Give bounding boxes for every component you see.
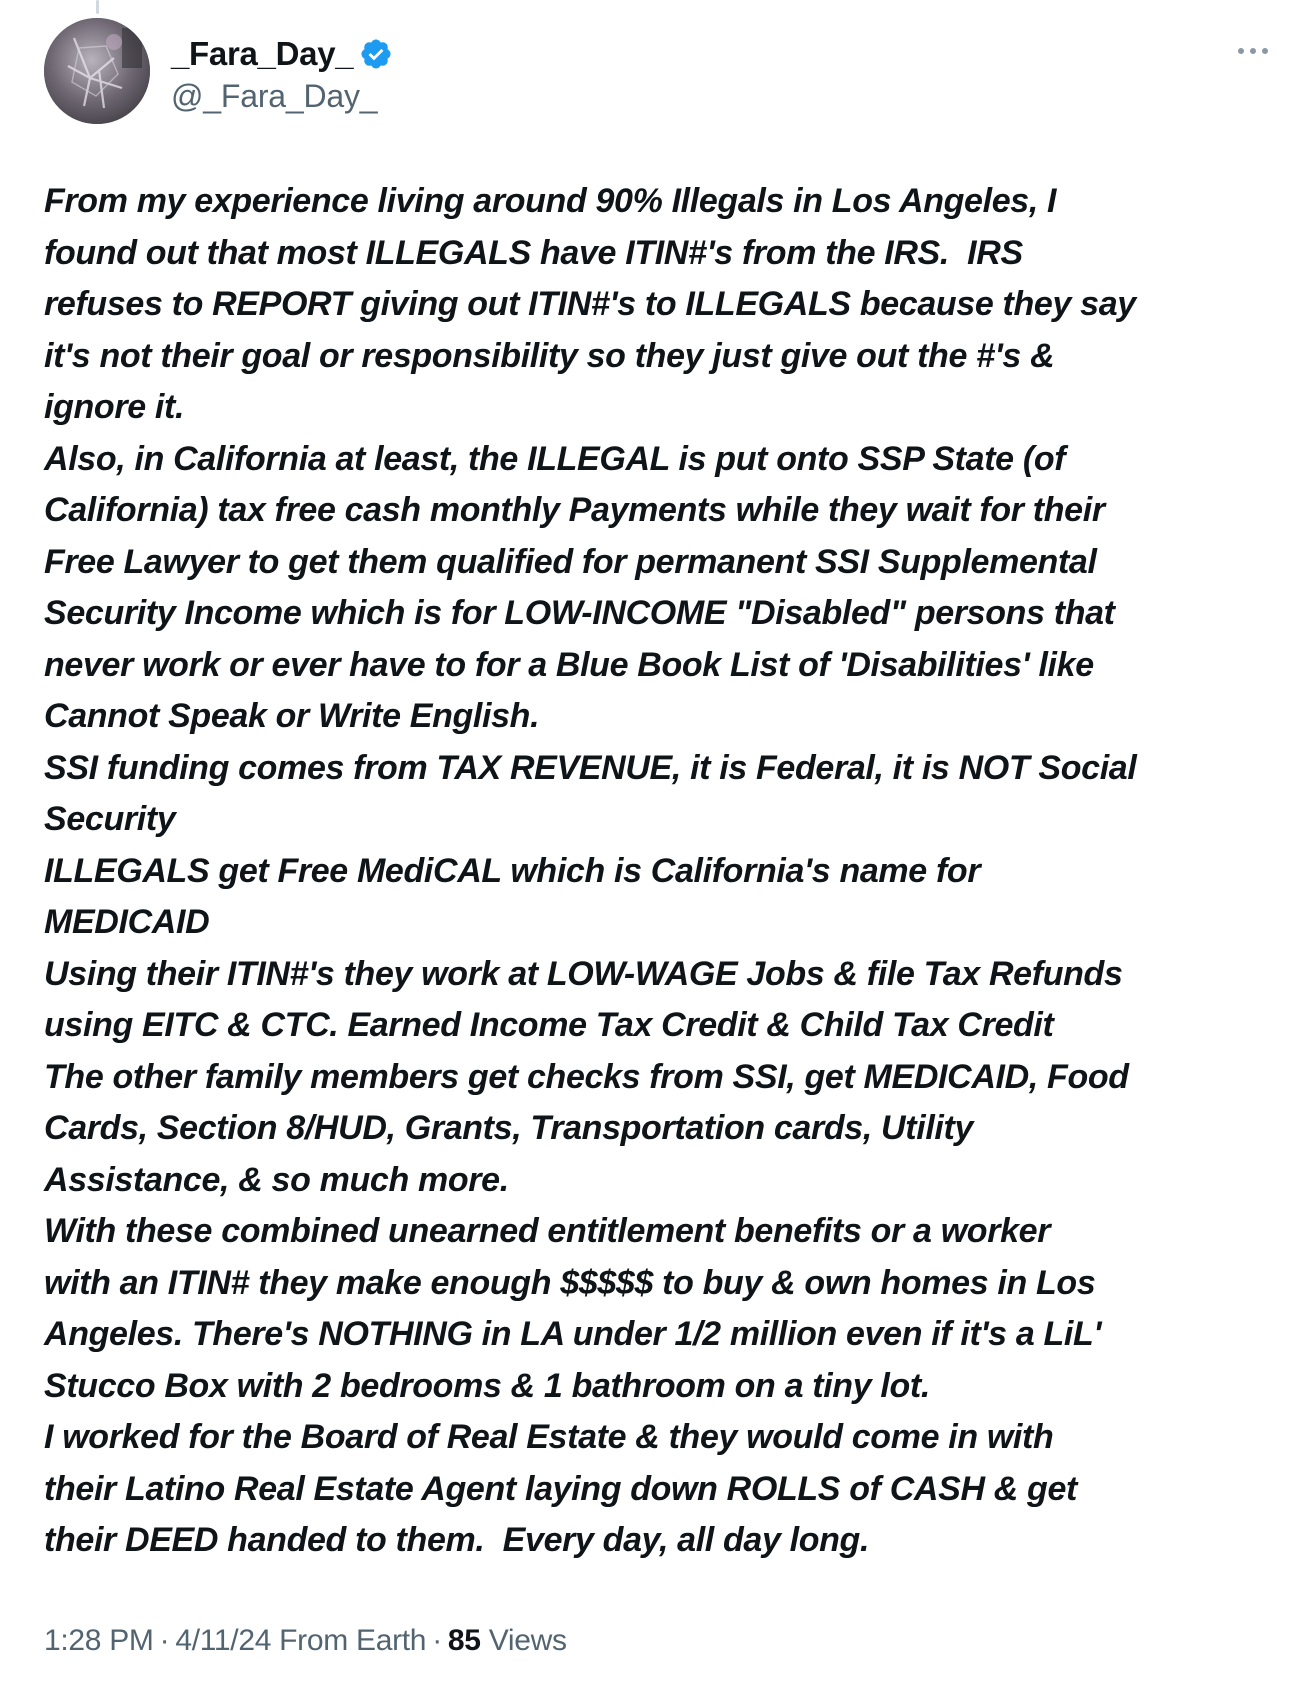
post-text-line: found out that most ILLEGALS have ITIN#'s from the IRS. IRS xyxy=(44,233,1023,272)
post-text-line: MEDICAID xyxy=(44,903,210,941)
post-text-line: Free Lawyer to get them qualified for permanent SSI Supplemental xyxy=(44,542,1097,581)
views-label: Views xyxy=(488,1624,567,1657)
post-text-line: With these combined unearned entitlement benefits or a worker xyxy=(44,1212,1051,1250)
post-text-line: Also, in California at least, the ILLEGAL is put onto SSP State (of xyxy=(44,439,1066,478)
post-text-line: Cannot Speak or Write English. xyxy=(44,697,540,735)
more-options-icon[interactable] xyxy=(1233,38,1273,64)
post-text xyxy=(44,176,1284,1567)
post-text-line: I worked for the Board of Real Estate & they would come in with xyxy=(44,1418,1054,1456)
post-text-line: California) tax free cash monthly Payments while they wait for their xyxy=(44,491,1105,529)
verified-badge-icon xyxy=(359,37,393,71)
display-name[interactable]: _Fara_Day_ xyxy=(171,35,354,72)
post-text-line: Cards, Section 8/HUD, Grants, Transportation cards, Utility xyxy=(44,1109,974,1147)
post-text-line: their DEED handed to them. Every day, all day long. xyxy=(44,1521,870,1559)
post-text-line: refuses to REPORT giving out ITIN#'s to ILLEGALS because they say xyxy=(44,285,1136,323)
post-text-line: Security Income which is for LOW-INCOME "Disabled" persons that xyxy=(44,594,1115,632)
post-text-line: SSI funding comes from TAX REVENUE, it is Federal, it is NOT Social xyxy=(44,748,1137,787)
post-text-line: Assistance, & so much more. xyxy=(44,1160,509,1199)
post-text-line: ILLEGALS get Free MediCAL which is California's name for xyxy=(44,851,981,890)
post-date[interactable]: 4/11/24 xyxy=(175,1624,272,1657)
post-text-line: it's not their goal or responsibility so they just give out the #'s & xyxy=(44,336,1055,375)
author-handle[interactable]: @_Fara_Day_ xyxy=(171,78,378,114)
post-meta xyxy=(44,1624,567,1658)
post-text-line: ignore it. xyxy=(44,388,185,426)
display-name-row xyxy=(171,32,393,76)
post-text-line: using EITC & CTC. Earned Income Tax Credit & Child Tax Credit xyxy=(44,1006,1054,1044)
meta-separator: · xyxy=(432,1624,442,1657)
avatar-image xyxy=(44,18,150,124)
post-text-line: Security xyxy=(44,800,176,838)
thread-connector-line xyxy=(96,0,99,14)
post-text-line: with an ITIN# they make enough $$$$$ to buy & own homes in Los xyxy=(44,1263,1096,1302)
post-text-line: Stucco Box with 2 bedrooms & 1 bathroom on a tiny lot. xyxy=(44,1366,930,1405)
post-text-line: Using their ITIN#'s they work at LOW-WAGE Jobs & file Tax Refunds xyxy=(44,954,1123,993)
post-text-line: The other family members get checks from SSI, get MEDICAID, Food xyxy=(44,1057,1129,1096)
post-text-line: From my experience living around 90% Illegals in Los Angeles, I xyxy=(44,182,1057,220)
views-count: 85 xyxy=(447,1624,481,1657)
post-text-line: their Latino Real Estate Agent laying down ROLLS of CASH & get xyxy=(44,1469,1077,1508)
author-info xyxy=(171,32,393,115)
post-time[interactable]: 1:28 PM xyxy=(44,1624,154,1657)
post-header xyxy=(44,18,1273,126)
avatar[interactable] xyxy=(44,18,150,124)
post-text-line: Angeles. There's NOTHING in LA under 1/2 million even if it's a LiL' xyxy=(44,1315,1102,1353)
post-text-line: never work or ever have to for a Blue Book List of 'Disabilities' like xyxy=(44,645,1094,684)
post-source: From Earth xyxy=(279,1624,427,1657)
meta-separator: · xyxy=(159,1624,170,1657)
